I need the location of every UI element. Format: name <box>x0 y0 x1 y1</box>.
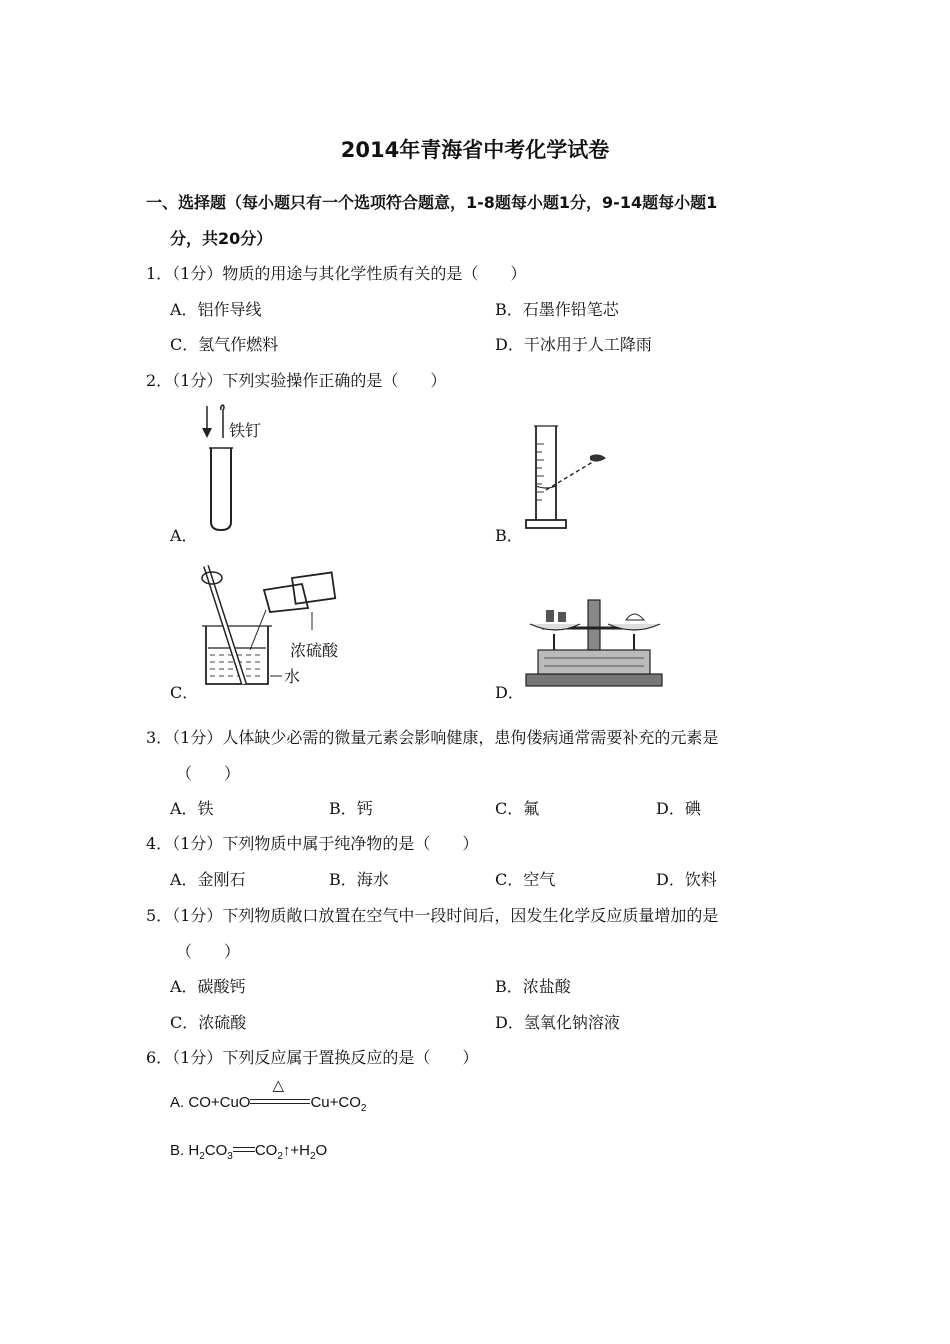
q1-option-a: A．铝作导线 <box>170 300 262 319</box>
q3-option-b: B．钙 <box>329 799 373 818</box>
graduated-cylinder-figure <box>518 424 618 536</box>
q4-stem: 4．（1分）下列物质中属于纯净物的是（ ） <box>146 834 479 853</box>
q4-option-d: D．饮料 <box>656 870 717 889</box>
page-title: 2014年青海省中考化学试卷 <box>340 138 610 162</box>
q6-option-a: A. CO+CuO △ $Cu+CO_2$ <box>170 1077 367 1114</box>
q5-stem-paren: （ ） <box>176 942 241 961</box>
heat-symbol: △ <box>272 1077 285 1095</box>
q6-stem: 6．（1分）下列反应属于置换反应的是（ ） <box>146 1048 479 1067</box>
test-tube-figure <box>195 400 285 535</box>
q6-a-reactants: CO+CuO <box>188 1094 251 1111</box>
q6-a-products: Cu+CO <box>310 1094 361 1111</box>
water-label: 水 <box>284 667 301 686</box>
q4-option-b: B．海水 <box>329 870 389 889</box>
q4-option-a: A．金刚石 <box>170 870 246 889</box>
q2-option-c-label: C． <box>170 683 199 702</box>
q1-stem: 1．（1分）物质的用途与其化学性质有关的是（ ） <box>146 264 527 283</box>
balance-scale-figure <box>522 594 667 690</box>
iron-nail-label: 铁钉 <box>229 421 262 440</box>
q6-a-prefix: A. <box>170 1094 185 1111</box>
section-heading-line2: 分，共20分） <box>170 229 273 248</box>
q5-option-b: B．浓盐酸 <box>495 977 571 996</box>
conc-acid-label: 浓硫酸 <box>290 641 339 660</box>
dilution-figure <box>196 560 356 690</box>
q2-option-a-label: A． <box>170 526 198 545</box>
q6-option-b: B. $H_2CO_3$ $CO_2↑+H_2O$ <box>170 1142 328 1162</box>
section-heading-line1: 一、选择题（每小题只有一个选项符合题意，1-8题每小题1分，9-14题每小题1 <box>146 193 718 212</box>
q5-option-c: C．浓硫酸 <box>170 1013 247 1032</box>
q5-stem: 5．（1分）下列物质敞口放置在空气中一段时间后，因发生化学反应质量增加的是 <box>146 906 719 925</box>
q1-option-d: D．干冰用于人工降雨 <box>495 335 652 354</box>
q5-option-d: D．氢氧化钠溶液 <box>495 1013 620 1032</box>
q3-stem-paren: （ ） <box>176 764 241 783</box>
q1-option-b: B．石墨作铅笔芯 <box>495 300 619 319</box>
q3-option-c: C．氟 <box>495 799 540 818</box>
reaction-arrow-heat <box>250 1077 310 1110</box>
q3-option-a: A．铁 <box>170 799 214 818</box>
q5-option-a: A．碳酸钙 <box>170 977 246 996</box>
q1-option-c: C．氢气作燃料 <box>170 335 279 354</box>
q3-stem: 3．（1分）人体缺少必需的微量元素会影响健康，患佝偻病通常需要补充的元素是 <box>146 728 719 747</box>
q4-option-c: C．空气 <box>495 870 556 889</box>
equals-sign <box>233 1146 255 1156</box>
q3-option-d: D．碘 <box>656 799 701 818</box>
q2-option-b-label: B． <box>495 526 523 545</box>
q2-option-d-label: D． <box>495 683 524 702</box>
q2-stem: 2．（1分）下列实验操作正确的是（ ） <box>146 371 447 390</box>
